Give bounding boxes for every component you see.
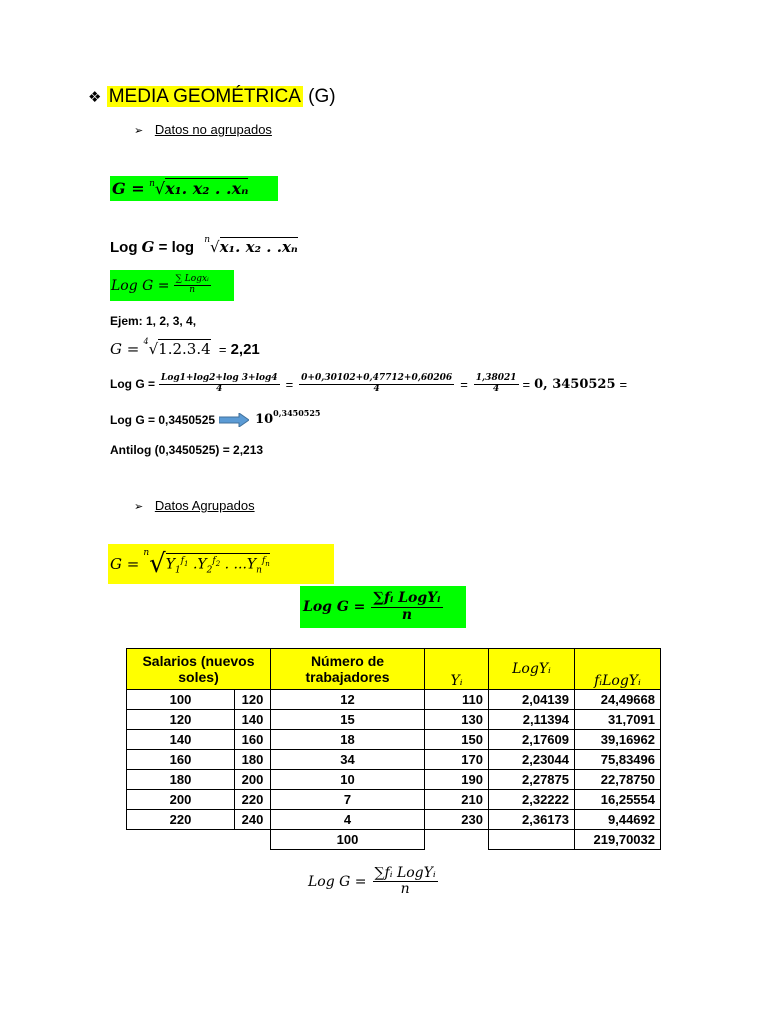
worker-count-cell: 4 (271, 810, 425, 830)
equals-sign: = (460, 376, 468, 392)
formula-grouped-log (300, 586, 466, 628)
fraction-numerator: 0+0,30102+0,47712+0,60206 (301, 373, 453, 383)
fraction-denominator: n (401, 606, 413, 623)
formula-eq-log: = log (158, 239, 195, 256)
header-filogyi: fᵢLogYᵢ (575, 649, 661, 690)
root-index: n (143, 548, 150, 558)
log-yi-cell: 2,32222 (489, 790, 575, 810)
fraction-denominator: 4 (216, 383, 223, 394)
antilog-line: Antilog (0,3450525) = 2,213 (110, 443, 264, 457)
salary-upper-cell: 140 (235, 710, 271, 730)
salary-upper-cell: 240 (235, 810, 271, 830)
formula-lhs: G = (112, 179, 145, 198)
header-logyi: LogYᵢ (489, 649, 575, 690)
salary-upper-cell: 220 (235, 790, 271, 810)
formula-lhs: G (141, 238, 155, 256)
arrow-bullet-icon: ➢ (134, 124, 144, 137)
total-empty-cell (489, 830, 575, 850)
worker-count-cell: 18 (271, 730, 425, 750)
worker-count-cell: 10 (271, 770, 425, 790)
class-mark-cell: 190 (425, 770, 489, 790)
log-prefix: Log (110, 239, 138, 256)
salary-lower-cell: 140 (127, 730, 235, 750)
radical-sign-icon: √ (148, 340, 159, 358)
equals-sign: = (522, 376, 531, 392)
fraction-denominator: 4 (373, 383, 380, 394)
fraction (174, 275, 211, 296)
log-yi-cell: 2,04139 (489, 690, 575, 710)
class-mark-cell: 130 (425, 710, 489, 730)
fraction-sum (474, 374, 519, 395)
fraction (373, 866, 438, 898)
fraction-numerator: 1,38021 (475, 373, 517, 383)
page-title (88, 86, 336, 108)
fraction-numerator: Log1+log2+log 3+log4 (161, 373, 278, 383)
example-result: 2,21 (230, 341, 260, 358)
formula-lhs: G = (110, 555, 140, 573)
radicand: x₁. x₂ . .xₙ (165, 179, 249, 198)
right-arrow-icon (219, 413, 249, 427)
log-result: 0, 3450525 (534, 376, 616, 392)
fi-log-yi-cell: 16,25554 (575, 790, 661, 810)
salary-lower-cell: 220 (127, 810, 235, 830)
salary-upper-cell: 120 (235, 690, 271, 710)
example-geometric-mean (110, 337, 260, 358)
fraction (371, 591, 442, 623)
equals-sign: = (285, 376, 294, 392)
header-yi: Yᵢ (425, 649, 489, 690)
equals-sign: = (619, 376, 628, 392)
section-label: Datos no agrupados (154, 122, 272, 137)
formula-geometric-mean (110, 176, 278, 201)
radicand: 1.2.3.4 (158, 340, 211, 358)
example-eq: = (218, 342, 227, 357)
salary-table (126, 648, 661, 850)
log-yi-cell: 2,23044 (489, 750, 575, 770)
fraction-numerator: ∑fᵢ LogYᵢ (374, 865, 436, 881)
salary-lower-cell: 120 (127, 710, 235, 730)
example-log-computation (110, 374, 627, 395)
fi-log-yi-cell: 9,44692 (575, 810, 661, 830)
salary-upper-cell: 160 (235, 730, 271, 750)
worker-count-cell: 34 (271, 750, 425, 770)
fi-log-yi-cell: 22,78750 (575, 770, 661, 790)
fraction-numerator: ∑ Logxᵢ (175, 274, 209, 285)
fraction-logs (159, 374, 280, 395)
arrow-bullet-icon: ➢ (134, 500, 144, 513)
table-row (127, 690, 661, 710)
radicand: x₁. x₂ . .xₙ (219, 238, 298, 256)
diamond-bullet-icon: ❖ (88, 88, 102, 106)
root-index: n (149, 179, 155, 189)
radical-sign-icon: √ (154, 179, 166, 198)
formula-grouped-geometric-mean (108, 544, 334, 584)
table-row (127, 770, 661, 790)
radical-sign-icon: √ (149, 549, 166, 579)
formula-lhs: Log G = (111, 277, 170, 294)
log-yi-cell: 2,36173 (489, 810, 575, 830)
example-power-line (110, 408, 321, 427)
table-row (127, 810, 661, 830)
fi-log-yi-cell: 75,83496 (575, 750, 661, 770)
worker-count-cell: 7 (271, 790, 425, 810)
class-mark-cell: 110 (425, 690, 489, 710)
salary-lower-cell: 100 (127, 690, 235, 710)
fraction-denominator: n (189, 285, 196, 295)
class-mark-cell: 150 (425, 730, 489, 750)
class-mark-cell: 210 (425, 790, 489, 810)
table-total-row (127, 830, 661, 850)
fraction-denominator: 4 (493, 383, 500, 394)
table-row (127, 790, 661, 810)
formula-log-root (110, 235, 298, 256)
salary-lower-cell: 160 (127, 750, 235, 770)
power-base: 10 (255, 412, 274, 427)
total-sum: 219,70032 (575, 830, 661, 850)
table-row (127, 730, 661, 750)
table-header-row (127, 649, 661, 690)
radicand: $Y_1^{f_1}$ $.Y_2^{f_2}$ . $...Y_n^{f_n}$ (166, 553, 270, 575)
root-index: 4 (143, 337, 149, 346)
root-index: n (204, 235, 211, 245)
table-row (127, 710, 661, 730)
fi-log-yi-cell: 31,7091 (575, 710, 661, 730)
log-prefix: Log G = (110, 377, 155, 392)
log-yi-cell: 2,11394 (489, 710, 575, 730)
total-n: 100 (271, 830, 425, 850)
example-label: Ejem: 1, 2, 3, 4, (110, 314, 197, 328)
class-mark-cell: 170 (425, 750, 489, 770)
fraction-numerator: ∑fᵢ LogYᵢ (373, 590, 441, 607)
power-expression (255, 408, 321, 427)
fi-log-yi-cell: 39,16962 (575, 730, 661, 750)
class-mark-cell: 230 (425, 810, 489, 830)
log-value-text: Log G = 0,3450525 (110, 412, 216, 427)
worker-count-cell: 15 (271, 710, 425, 730)
salary-lower-cell: 180 (127, 770, 235, 790)
fraction-denominator: n (400, 881, 410, 898)
formula-lhs: Log G = (303, 599, 366, 615)
fraction-values (299, 374, 454, 395)
fi-log-yi-cell: 24,49668 (575, 690, 661, 710)
formula-grouped-log-plain (308, 866, 438, 898)
formula-log-sum (110, 270, 234, 301)
section-heading-ungrouped (134, 122, 272, 137)
power-exponent: 0,3450525 (273, 408, 321, 418)
example-lhs: G = (110, 340, 140, 358)
salary-lower-cell: 200 (127, 790, 235, 810)
table-body (127, 690, 661, 830)
header-salarios: Salarios (nuevos soles) (127, 649, 271, 690)
title-highlight: MEDIA GEOMÉTRICA (108, 86, 301, 107)
log-yi-cell: 2,17609 (489, 730, 575, 750)
salary-upper-cell: 200 (235, 770, 271, 790)
formula-lhs: Log G = (308, 873, 367, 890)
section-heading-grouped (134, 498, 255, 513)
log-yi-cell: 2,27875 (489, 770, 575, 790)
title-suffix: (G) (302, 86, 336, 107)
salary-upper-cell: 180 (235, 750, 271, 770)
radical-sign-icon: √ (210, 238, 220, 256)
table-row (127, 750, 661, 770)
header-numero: Número de trabajadores (271, 649, 425, 690)
worker-count-cell: 12 (271, 690, 425, 710)
section-label: Datos Agrupados (154, 498, 255, 513)
